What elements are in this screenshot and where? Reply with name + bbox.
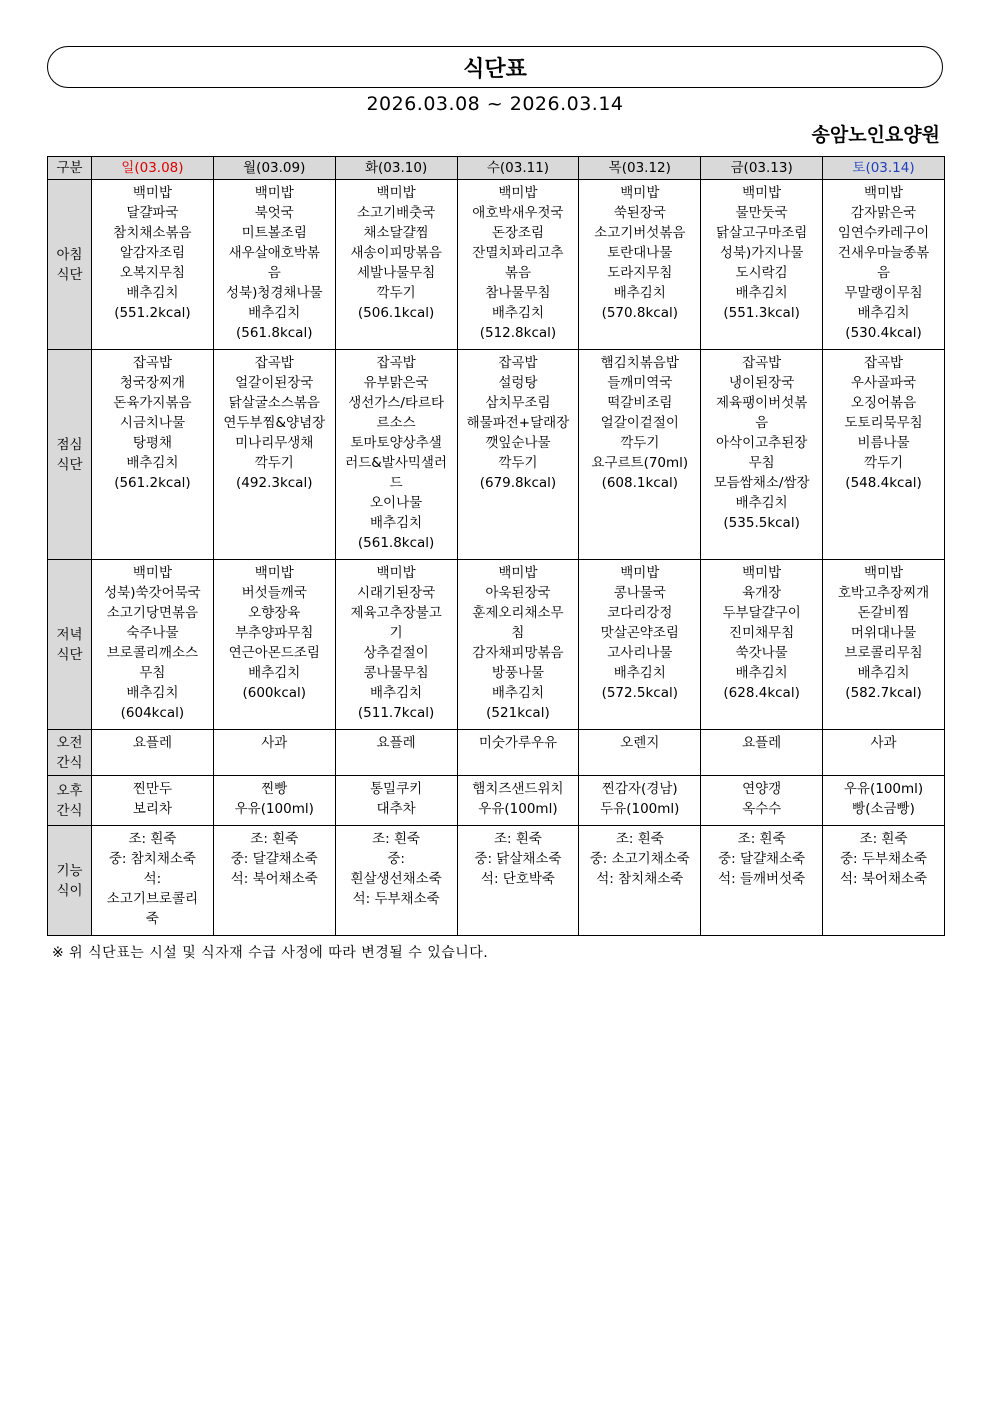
menu-item: 찐빵 [261,781,288,797]
menu-item: 석: 들깨버섯죽 [718,871,806,887]
menu-item: 볶음 [504,265,531,281]
menu-cell [92,826,214,936]
menu-item: 배추김치 [491,685,545,701]
menu-item: 조: 흰죽 [250,831,299,847]
menu-item: 호박고추장찌개 [837,585,930,601]
menu-item: 들깨미역국 [607,375,673,391]
menu-cell [457,560,579,730]
menu-cell [213,730,335,776]
menu-item: 사과 [870,735,897,751]
menu-item: 우유(100ml) [843,781,924,797]
menu-item: 백미밥 [620,565,660,581]
menu-item: 깍두기 [498,455,538,471]
menu-item: 알감자조림 [119,245,186,261]
menu-item: 제육고추장불고 [350,605,442,621]
menu-item: 잡곡밥 [498,355,538,371]
menu-item: 물만둣국 [735,205,788,221]
menu-item: 백미밥 [620,185,660,201]
menu-cell [213,180,335,350]
row-label-line: 식이 [56,883,83,899]
menu-item: 아욱된장국 [485,585,551,601]
menu-item: (572.5kcal) [601,685,679,701]
menu-item: 침 [511,625,525,641]
menu-item: 조: 흰죽 [615,831,664,847]
menu-item: 백미밥 [498,565,538,581]
menu-item: 중: [387,851,405,867]
menu-row-pm-snack [48,776,945,826]
menu-cell [457,180,579,350]
row-label-line: 점심 [56,437,83,453]
page-title-text: 식단표 [463,56,527,82]
menu-item: 두유(100ml) [600,801,680,817]
menu-item: 소고기배춧국 [356,205,436,221]
menu-item: 토란대나물 [607,245,673,261]
menu-item: 얼갈이겉절이 [600,415,679,431]
menu-item: 방풍나물 [491,665,545,681]
menu-cell [457,350,579,560]
menu-item: 잔멸치꽈리고추 [472,245,564,261]
menu-item: 미숫가루우유 [478,735,558,751]
menu-item: 르소스 [376,415,416,431]
menu-item: 햄치즈샌드위치 [472,781,564,797]
menu-item: (679.8kcal) [479,475,557,491]
menu-item: 깍두기 [376,285,416,301]
menu-item: (535.5kcal) [723,515,800,531]
menu-item: 소고기버섯볶음 [594,225,686,241]
menu-item: 음 [267,265,281,281]
menu-item: (570.8kcal) [601,305,679,321]
menu-cell [579,730,701,776]
menu-item: 코다리강정 [607,605,673,621]
menu-item: 깍두기 [863,455,904,471]
menu-cell [823,350,945,560]
menu-item: 육개장 [742,585,782,601]
menu-item: 도시락김 [735,265,788,281]
menu-item: 오향장육 [248,605,301,621]
menu-item: 유부맑은국 [363,375,429,391]
row-label-lunch [48,350,92,560]
menu-cell [579,826,701,936]
menu-cell [335,826,457,936]
menu-item: 흰살생선채소죽 [350,871,442,887]
row-label-line: 식단 [56,457,83,473]
menu-item: (521kcal) [486,705,550,721]
menu-item: 중: 소고기채소죽 [589,851,690,867]
menu-item: 대추차 [376,801,416,817]
menu-item: 조: 흰죽 [859,831,908,847]
menu-item: 도라지무침 [607,265,673,281]
menu-item: 중: 참치채소죽 [108,851,196,867]
menu-cell [579,560,701,730]
row-label-line: 기능 [56,863,83,879]
menu-item: 우유(100ml) [478,801,558,817]
menu-cell [92,180,214,350]
menu-cell [579,180,701,350]
menu-item: 조: 흰죽 [128,831,177,847]
menu-item: 삼치무조림 [485,395,551,411]
menu-item: 요구르트(70ml) [591,455,689,471]
menu-item: 깻잎순나물 [485,435,551,451]
header-day-sun: 일(03.08) [92,157,214,180]
menu-item: 배추김치 [370,685,423,701]
menu-item: 부추양파무침 [235,625,314,641]
menu-row-special-diet [48,826,945,936]
menu-item: 배추김치 [126,455,179,471]
row-label-line: 간식 [56,755,83,771]
menu-item: 임연수카레구이 [837,225,930,241]
menu-item: 채소달걀찜 [363,225,429,241]
facility-name: 송암노인요양원 [811,124,940,146]
menu-item: 중: 달걀채소죽 [718,851,806,867]
menu-item: 배추김치 [248,305,301,321]
menu-cell [92,730,214,776]
row-label-line: 오전 [56,735,83,751]
menu-cell [457,776,579,826]
menu-item: 성북)청경채나물 [225,285,323,301]
menu-cell [335,180,457,350]
row-label-am-snack [48,730,92,776]
menu-item: 비름나물 [857,435,910,451]
menu-item: 오이나물 [370,495,423,511]
menu-item: 참나물무침 [485,285,551,301]
menu-item: 두부달걀구이 [722,605,801,621]
menu-cell [823,180,945,350]
menu-item: 쑥된장국 [613,205,666,221]
menu-item: 얼갈이된장국 [235,375,314,391]
menu-item: (628.4kcal) [723,685,800,701]
menu-item: 돈갈비찜 [857,605,910,621]
menu-cell [457,730,579,776]
row-label-line: 식단 [56,647,83,663]
menu-item: 감자채피망볶음 [472,645,564,661]
menu-item: 석: [143,871,162,887]
menu-item: 탕평채 [132,435,172,451]
menu-cell [701,560,823,730]
menu-item: 상추겉절이 [363,645,429,661]
menu-item: 음 [755,415,769,431]
menu-cell [213,776,335,826]
menu-item: 백미밥 [498,185,538,201]
menu-cell [457,826,579,936]
menu-item: 미나리무생채 [235,435,314,451]
menu-item: 우유(100ml) [234,801,314,817]
menu-item: 배추김치 [613,665,666,681]
menu-item: (548.4kcal) [845,475,922,491]
menu-item: 옥수수 [742,801,782,817]
menu-body [48,180,945,936]
menu-item: (551.2kcal) [114,305,191,321]
menu-item: 백미밥 [132,565,172,581]
menu-item: 세발나물무침 [356,265,436,281]
menu-item: 햄김치볶음밥 [600,355,679,371]
menu-table [47,156,945,936]
menu-item: 깍두기 [254,455,294,471]
menu-item: 잡곡밥 [254,355,294,371]
menu-item: 훈제오리채소무 [472,605,564,621]
menu-item: 머위대나물 [850,625,917,641]
menu-item: 배추김치 [126,285,179,301]
menu-item: 배추김치 [735,665,788,681]
row-label-line: 오후 [56,783,83,799]
menu-item: 쑥갓나물 [735,645,788,661]
menu-item: 백미밥 [863,185,904,201]
menu-item: 연두부찜&양념장 [223,415,326,431]
menu-item: 빵(소금빵) [852,801,915,817]
menu-item: 잡곡밥 [376,355,416,371]
header-day-wed: 수(03.11) [457,157,579,180]
menu-item: 백미밥 [254,565,294,581]
menu-row-lunch [48,350,945,560]
menu-item: 배추김치 [126,685,179,701]
menu-item: 배추김치 [857,305,910,321]
menu-item: 시금치나물 [119,415,186,431]
menu-item: 찐감자(경남) [601,781,678,797]
menu-cell [823,560,945,730]
menu-item: 오복지무침 [119,265,186,281]
date-range: 2026.03.08 ~ 2026.03.14 [366,93,624,115]
menu-cell [92,776,214,826]
header-day-mon: 월(03.09) [213,157,335,180]
menu-item: 요플레 [742,735,782,751]
menu-item: 돈육가지볶음 [113,395,192,411]
menu-item: 중: 닭살채소죽 [474,851,562,867]
menu-item: (561.8kcal) [236,325,313,341]
menu-item: 건새우마늘종볶 [837,245,930,261]
menu-item: 무침 [139,665,166,681]
menu-row-dinner [48,560,945,730]
menu-item: 소고기브로콜리 [106,891,199,907]
header-row [48,157,945,180]
menu-item: 토마토양상추샐 [350,435,442,451]
row-label-line: 간식 [56,803,83,819]
menu-item: 달걀파국 [126,205,179,221]
menu-item: 음 [877,265,891,281]
menu-item: 해물파전+달래장 [466,415,570,431]
menu-cell [92,350,214,560]
menu-item: 배추김치 [735,285,788,301]
menu-cell [213,560,335,730]
page-title [47,46,943,88]
menu-item: 브로콜리깨소스 [106,645,199,661]
menu-item: 배추김치 [735,495,788,511]
menu-item: 무침 [748,455,775,471]
menu-item: 사과 [261,735,288,751]
menu-item: 죽 [145,911,159,927]
menu-item: 석: 북어채소죽 [230,871,318,887]
menu-item: 드 [389,475,403,491]
menu-item: 석: 단호박죽 [480,871,555,887]
menu-cell [579,776,701,826]
menu-item: 백미밥 [376,185,416,201]
menu-item: 맛살곤약조림 [600,625,679,641]
menu-item: 러드&발사믹샐러 [345,455,448,471]
menu-item: 아삭이고추된장 [715,435,808,451]
menu-item: 잡곡밥 [863,355,904,371]
menu-item: (551.3kcal) [723,305,800,321]
menu-item: 백미밥 [742,185,782,201]
menu-item: 연양갱 [742,781,782,797]
menu-item: 석: 두부채소죽 [352,891,440,907]
menu-item: 새송이피망볶음 [350,245,442,261]
menu-item: 조: 흰죽 [493,831,542,847]
menu-item: 닭살굴소스볶음 [228,395,320,411]
header-day-sat: 토(03.14) [823,157,945,180]
menu-item: 도토리묵무침 [844,415,923,431]
row-label-line: 아침 [56,247,83,263]
menu-item: (530.4kcal) [845,325,922,341]
menu-row-breakfast [48,180,945,350]
menu-item: (604kcal) [120,705,185,721]
header-day-tue: 화(03.10) [335,157,457,180]
header-category: 구분 [48,157,92,180]
menu-item: 석: 참치채소죽 [596,871,684,887]
menu-item: 생선가스/타르타 [348,395,445,411]
menu-item: 진미채무침 [729,625,795,641]
header-day-fri: 금(03.13) [701,157,823,180]
menu-item: 콩나물무침 [363,665,429,681]
menu-item: 배추김치 [857,665,910,681]
row-label-line: 식단 [56,267,83,283]
menu-item: 냉이된장국 [729,375,795,391]
menu-item: 배추김치 [370,515,423,531]
menu-item: 배추김치 [613,285,666,301]
menu-item: 시래기된장국 [356,585,436,601]
menu-item: 애호박새우젓국 [472,205,564,221]
menu-item: 잡곡밥 [742,355,782,371]
menu-item: 콩나물국 [613,585,666,601]
menu-item: 요플레 [376,735,416,751]
menu-cell [823,826,945,936]
menu-cell [701,776,823,826]
menu-item: 우사골파국 [850,375,917,391]
menu-cell [213,350,335,560]
menu-item: 잡곡밥 [132,355,172,371]
menu-cell [335,560,457,730]
menu-item: (582.7kcal) [845,685,922,701]
menu-item: (608.1kcal) [601,475,679,491]
menu-cell [701,180,823,350]
row-label-pm-snack [48,776,92,826]
row-label-breakfast [48,180,92,350]
menu-item: 오렌지 [620,735,660,751]
menu-item: 배추김치 [491,305,545,321]
menu-item: 오징어볶음 [850,395,917,411]
menu-item: 백미밥 [376,565,416,581]
menu-item: 청국장찌개 [119,375,186,391]
menu-item: 중: 두부채소죽 [839,851,928,867]
menu-item: 요플레 [132,735,172,751]
menu-item: 연근아몬드조림 [228,645,320,661]
menu-item: 돈장조림 [491,225,545,241]
menu-row-am-snack [48,730,945,776]
menu-item: 북엇국 [254,205,294,221]
menu-cell [335,776,457,826]
menu-item: 백미밥 [254,185,294,201]
menu-item: 보리차 [132,801,172,817]
menu-item: 기 [389,625,403,641]
row-label-dinner [48,560,92,730]
menu-item: 성북)가지나물 [719,245,804,261]
menu-item: 백미밥 [132,185,172,201]
menu-item: (492.3kcal) [236,475,313,491]
menu-item: 미트볼조림 [241,225,307,241]
menu-item: 버섯들깨국 [241,585,307,601]
menu-cell [701,730,823,776]
menu-cell [92,560,214,730]
menu-item: 백미밥 [742,565,782,581]
menu-item: 소고기당면볶음 [106,605,199,621]
menu-item: 깍두기 [620,435,660,451]
menu-cell [823,730,945,776]
row-label-line: 저녁 [56,627,83,643]
menu-cell [213,826,335,936]
menu-item: 브로콜리무침 [844,645,923,661]
menu-item: 모듬쌈채소/쌈장 [713,475,810,491]
menu-cell [579,350,701,560]
menu-item: (511.7kcal) [357,705,435,721]
menu-item: 설렁탕 [498,375,538,391]
menu-item: (561.2kcal) [114,475,191,491]
menu-cell [335,350,457,560]
menu-item: 조: 흰죽 [372,831,421,847]
header-day-thu: 목(03.12) [579,157,701,180]
menu-item: 중: 달걀채소죽 [230,851,318,867]
menu-item: 제육팽이버섯볶 [715,395,808,411]
menu-item: 성북)쑥갓어묵국 [104,585,201,601]
menu-item: (600kcal) [242,685,307,701]
menu-item: 숙주나물 [126,625,179,641]
footnote: ※ 위 식단표는 시설 및 식자재 수급 사정에 따라 변경될 수 있습니다. [52,945,489,961]
menu-item: (561.8kcal) [357,535,435,551]
menu-item: 닭살고구마조림 [715,225,808,241]
menu-item: 고사리나물 [607,645,673,661]
menu-item: 조: 흰죽 [737,831,786,847]
menu-cell [335,730,457,776]
menu-item: (506.1kcal) [357,305,435,321]
menu-cell [701,350,823,560]
row-label-special-diet [48,826,92,936]
menu-item: 무말랭이무침 [844,285,923,301]
menu-item: 감자맑은국 [850,205,917,221]
menu-item: 석: 북어채소죽 [839,871,928,887]
menu-item: 찐만두 [132,781,172,797]
menu-item: 배추김치 [248,665,301,681]
menu-item: 참치채소볶음 [113,225,192,241]
menu-item: 통밀쿠키 [370,781,423,797]
menu-item: 백미밥 [863,565,904,581]
menu-cell [701,826,823,936]
menu-item: 새우살애호박볶 [228,245,320,261]
menu-cell [823,776,945,826]
menu-item: (512.8kcal) [479,325,557,341]
menu-item: 떡갈비조림 [607,395,673,411]
